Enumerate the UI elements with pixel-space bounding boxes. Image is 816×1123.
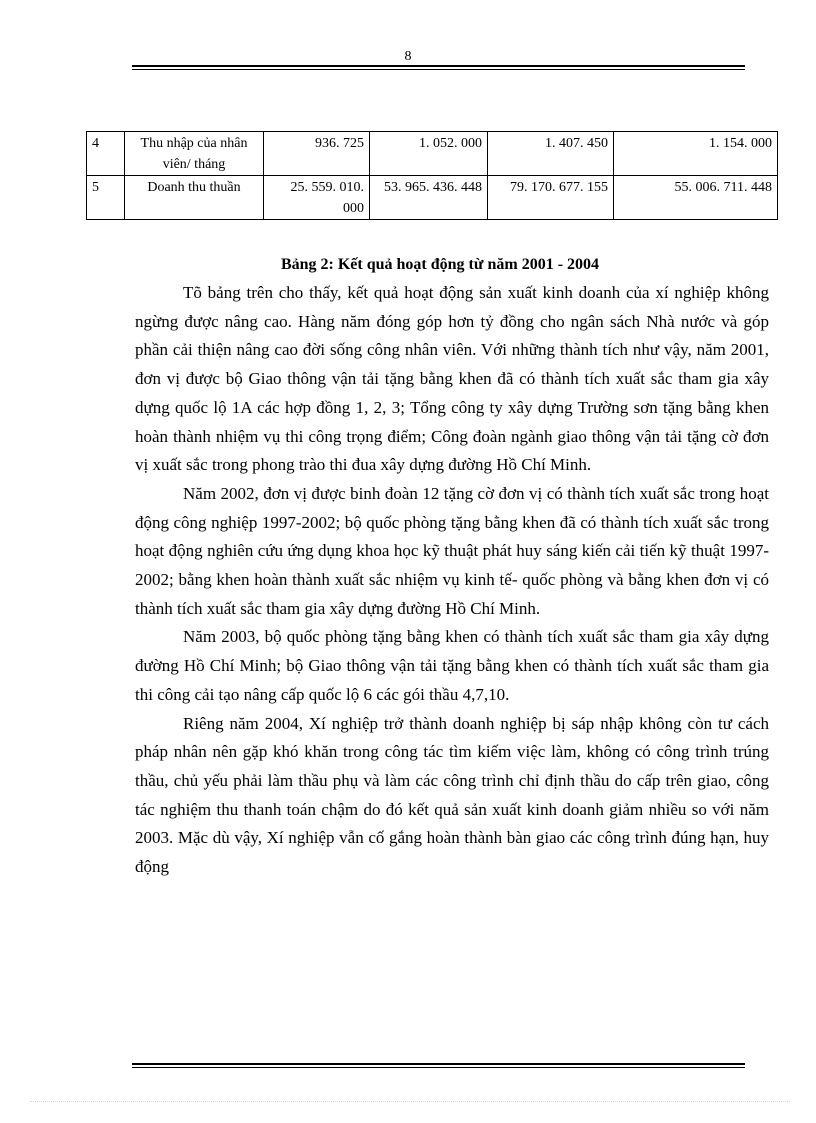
- table-cell-value: 936. 725: [264, 132, 370, 176]
- table-cell-value: 1. 052. 000: [370, 132, 488, 176]
- table-cell-value: 1. 154. 000: [614, 132, 778, 176]
- header-rule: [132, 65, 745, 70]
- table-cell-stt: 4: [87, 132, 125, 176]
- paragraph: Năm 2003, bộ quốc phòng tặng bằng khen có thành tích xuất sắc tham gia xây dựng đường Hồ Chí Minh; bộ Giao thông vận tải tặng bằng khen có thành tích xuất sắc tham gia thi công cải tạo nâng cấp quốc lộ 6 các gói thầu 4,7,10.: [135, 627, 769, 704]
- paragraph: Riêng năm 2004, Xí nghiệp trở thành doanh nghiệp bị sáp nhập không còn tư cách pháp nhân nên gặp khó khăn trong công tác tìm kiếm việc làm, không có công trình trúng thầu, chủ yếu phải làm thầu phụ và làm các công trình chỉ định thầu do cấp trên giao, công tác nghiệm thu thanh toán chậm do đó kết quả sản xuất kinh doanh giảm nhiều so với năm 2003. Mặc dù vậy, Xí nghiệp vẫn cố gắng hoàn thành bàn giao các công trình đúng hạn, huy động: [135, 713, 769, 877]
- table-cell-label: Doanh thu thuần: [125, 176, 264, 220]
- page-number: 8: [404, 49, 412, 64]
- table-cell-stt: 5: [87, 176, 125, 220]
- paragraph: Tõ bảng trên cho thấy, kết quả hoạt động sản xuất kinh doanh của xí nghiệp không ngừng được nâng cao. Hàng năm đóng góp hơn tỷ đồng cho ngân sách Nhà nước và góp phần cải thiện nâng cao đời sống công nhân viên. Với những thành tích như vậy, năm 2001, đơn vị được bộ Giao thông vận tải tặng bằng khen đã có thành tích xuất sắc tham gia xây dựng quốc lộ 1A các hợp đồng 1, 2, 3; Tổng công ty xây dựng Trường sơn tặng bằng khen hoàn thành nhiệm vụ thi công trọng điểm; Công đoàn ngành giao thông vận tải tặng cờ đơn vị xuất sắc trong phong trào thi đua xây dựng đường Hồ Chí Minh.: [135, 283, 769, 475]
- footer-rule: [132, 1063, 745, 1068]
- table-cell-value: 55. 006. 711. 448: [614, 176, 778, 220]
- table-caption: Bảng 2: Kết quả hoạt động từ năm 2001 - 2004: [280, 256, 600, 273]
- body-text: [135, 279, 769, 882]
- table-cell-value: 1. 407. 450: [488, 132, 614, 176]
- results-table: [86, 131, 778, 220]
- table-cell-value: 79. 170. 677. 155: [488, 176, 614, 220]
- table-cell-value: 53. 965. 436. 448: [370, 176, 488, 220]
- table-row: [87, 176, 778, 220]
- table-cell-value: 25. 559. 010. 000: [264, 176, 370, 220]
- table-row: [87, 132, 778, 176]
- paragraph: Năm 2002, đơn vị được binh đoàn 12 tặng cờ đơn vị có thành tích xuất sắc trong hoạt động công nghiệp 1997-2002; bộ quốc phòng tặng bằng khen đã có thành tích xuất sắc trong hoạt động nghiên cứu ứng dụng khoa học kỹ thuật phát huy sáng kiến cải tiến kỹ thuật 1997-2002; bằng khen hoàn thành xuất sắc nhiệm vụ kinh tế- quốc phòng và bằng khen đơn vị có thành tích xuất sắc tham gia xây dựng đường Hồ Chí Minh.: [135, 483, 769, 618]
- page-edge-dots: [30, 1101, 790, 1102]
- table-cell-label: Thu nhập của nhân viên/ tháng: [125, 132, 264, 176]
